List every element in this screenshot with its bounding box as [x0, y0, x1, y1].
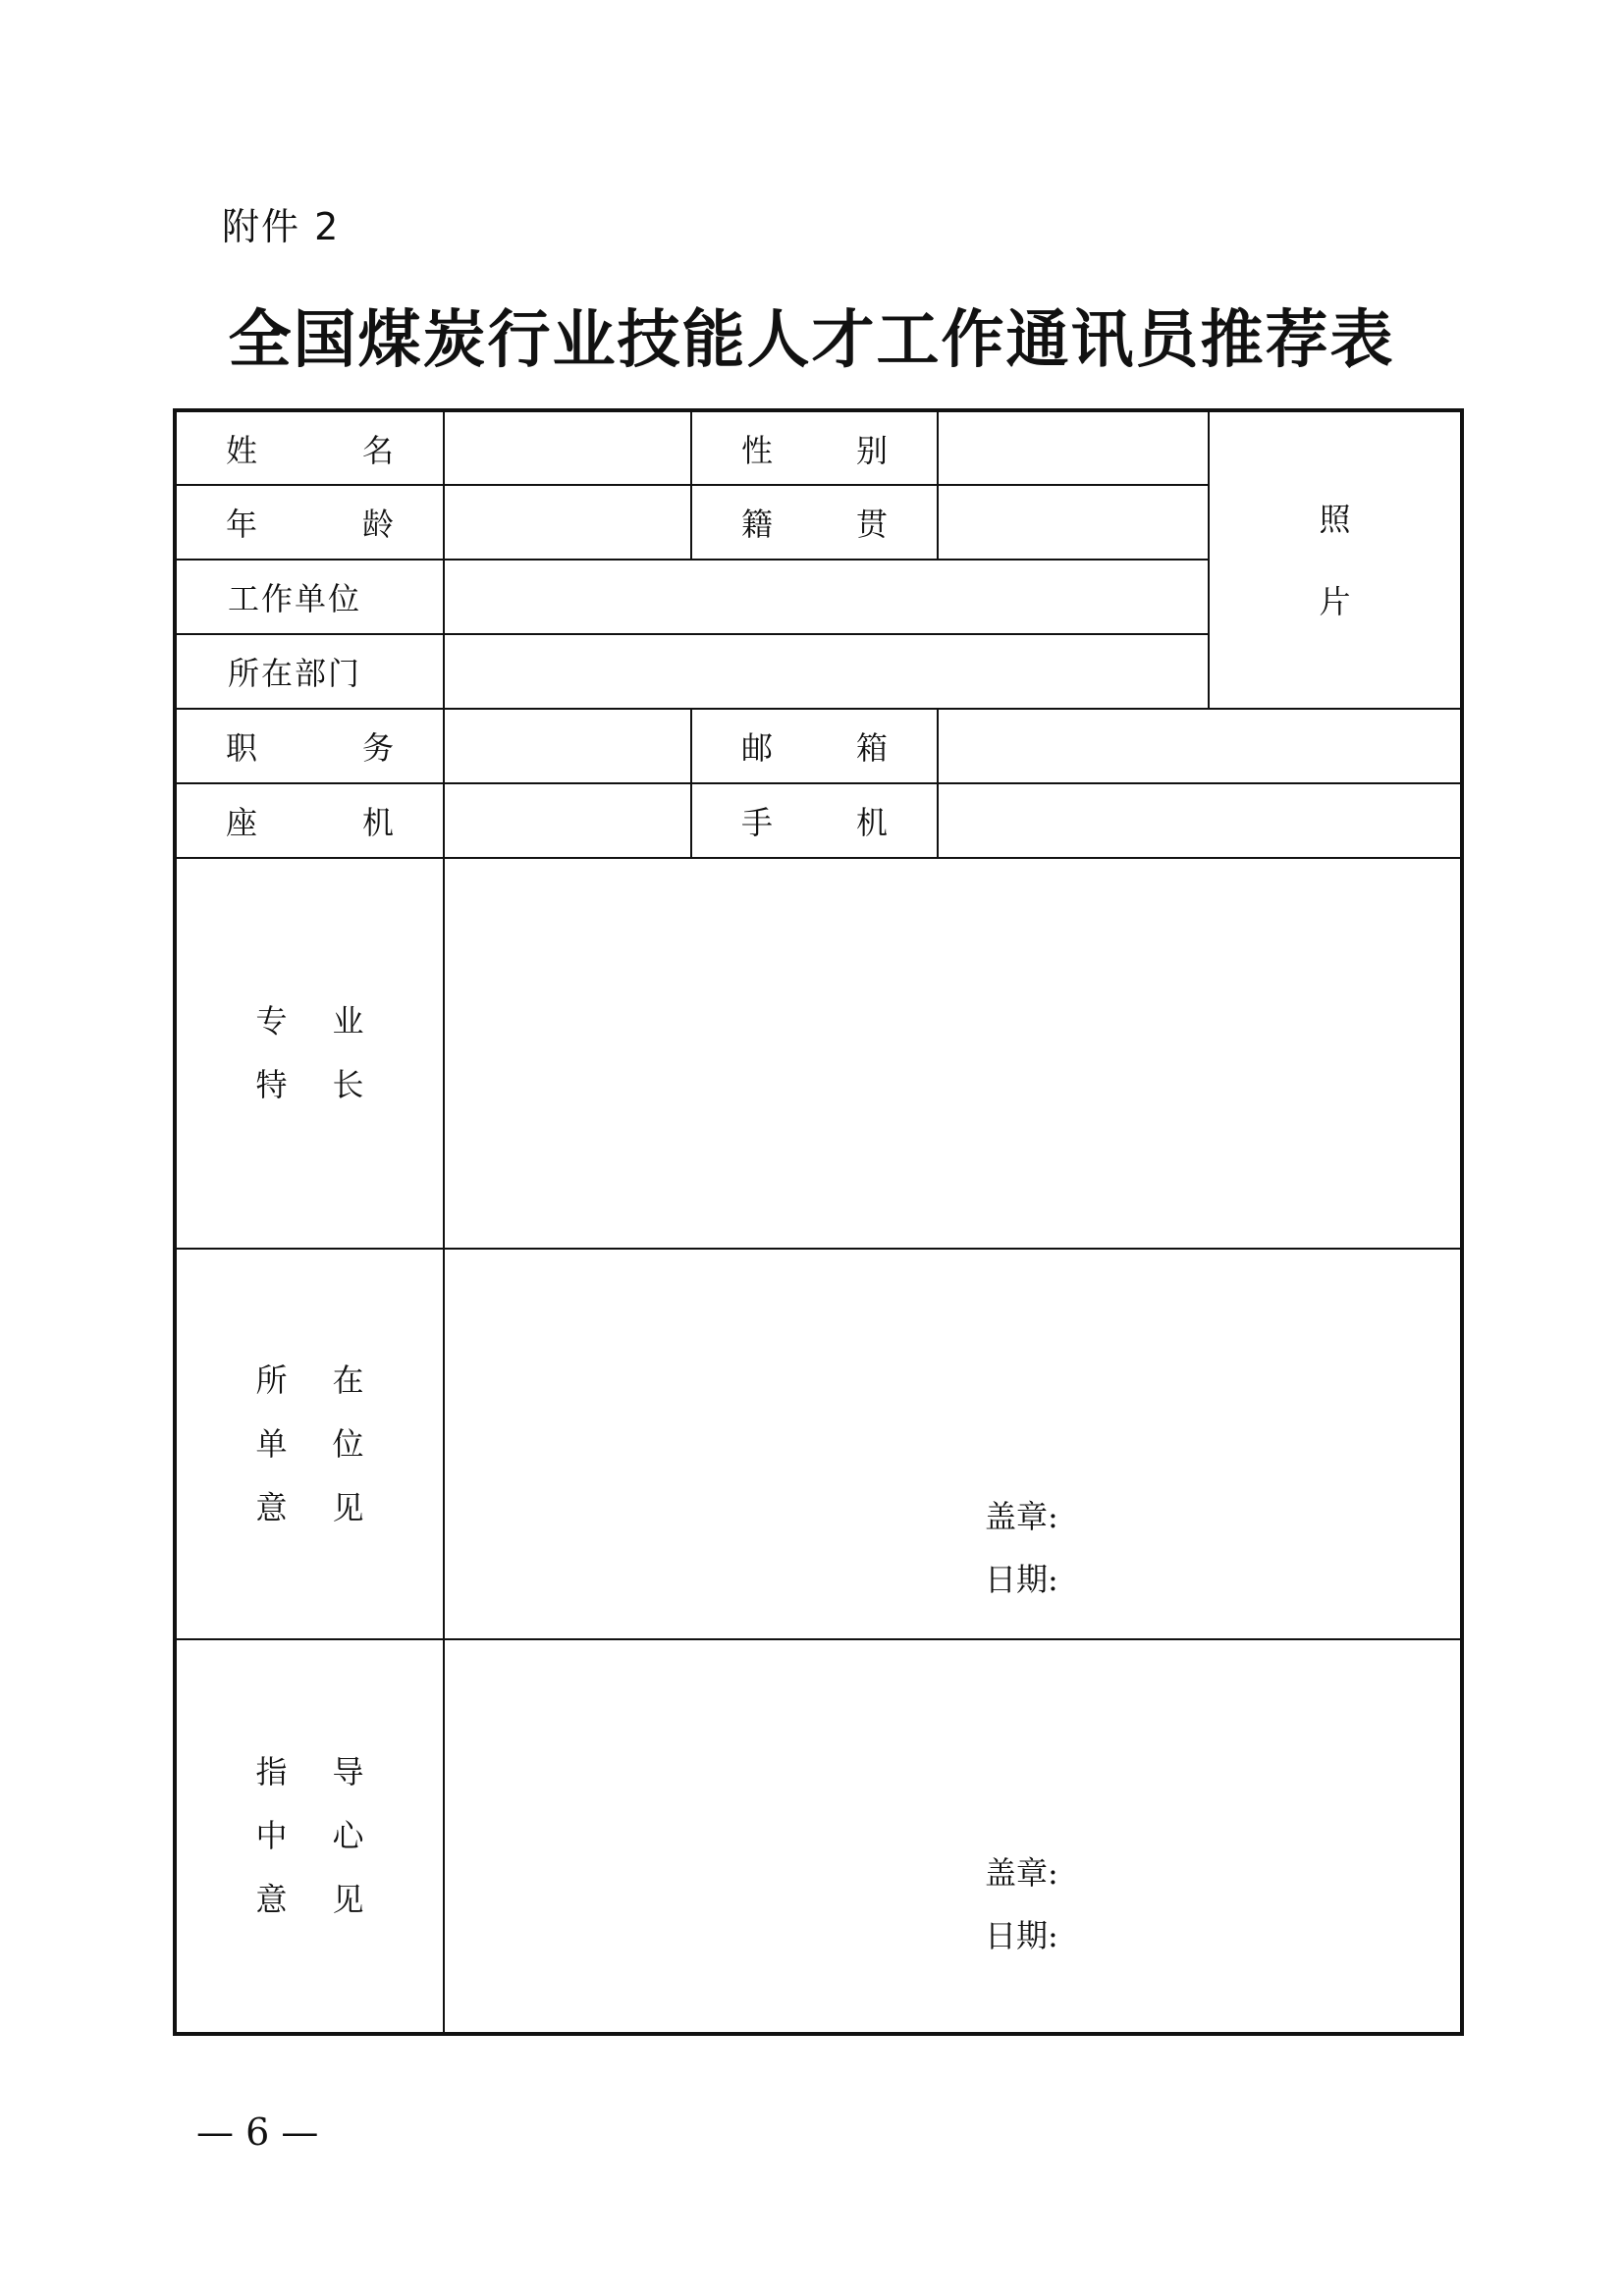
landline-label: 座 机: [175, 783, 444, 858]
unit-opinion-line3: 意见: [255, 1488, 364, 1526]
hometown-field[interactable]: [938, 485, 1209, 560]
page-number: — 6 —: [196, 2110, 319, 2154]
employer-field[interactable]: [444, 560, 1209, 634]
center-opinion-line3: 意见: [255, 1881, 364, 1918]
unit-opinion-label: [175, 1249, 444, 1639]
name-label: 姓 名: [175, 410, 444, 485]
landline-field[interactable]: [444, 783, 691, 858]
unit-opinion-line2: 单位: [255, 1424, 364, 1463]
department-field[interactable]: [444, 634, 1209, 709]
attachment-label: 附件 2: [222, 205, 341, 248]
name-field[interactable]: [444, 410, 691, 485]
specialty-label-line1: 专业: [255, 1002, 364, 1040]
email-field[interactable]: [938, 709, 1462, 783]
unit-seal-label: 盖章:: [985, 1498, 1058, 1535]
unit-opinion-field[interactable]: [444, 1249, 1462, 1639]
center-seal-label: 盖章:: [985, 1854, 1058, 1892]
center-opinion-line1: 指导: [255, 1753, 364, 1790]
photo-label-1: 照: [1319, 500, 1351, 538]
age-label: 年 龄: [175, 485, 444, 560]
center-opinion-field[interactable]: [444, 1639, 1462, 2034]
position-label: 职 务: [175, 709, 444, 783]
gender-label: 性 别: [691, 410, 938, 485]
hometown-label: 籍 贯: [691, 485, 938, 560]
document-title: 全国煤炭行业技能人才工作通讯员推荐表: [228, 303, 1395, 377]
age-field[interactable]: [444, 485, 691, 560]
specialty-field[interactable]: [444, 858, 1462, 1249]
specialty-label: [175, 858, 444, 1249]
center-opinion-line2: 中心: [255, 1817, 364, 1854]
gender-field[interactable]: [938, 410, 1209, 485]
email-label: 邮 箱: [691, 709, 938, 783]
center-opinion-label: [175, 1639, 444, 2034]
specialty-label-line2: 特长: [255, 1066, 364, 1103]
unit-opinion-line1: 所在: [255, 1361, 364, 1399]
center-date-label: 日期:: [985, 1917, 1058, 1954]
employer-label: 工作单位: [175, 560, 444, 634]
unit-date-label: 日期:: [985, 1561, 1058, 1598]
department-label: 所在部门: [175, 634, 444, 709]
mobile-field[interactable]: [938, 783, 1462, 858]
recommendation-form: [173, 408, 1464, 2036]
photo-area[interactable]: [1209, 410, 1462, 709]
position-field[interactable]: [444, 709, 691, 783]
photo-label-2: 片: [1319, 582, 1351, 620]
mobile-label: 手 机: [691, 783, 938, 858]
